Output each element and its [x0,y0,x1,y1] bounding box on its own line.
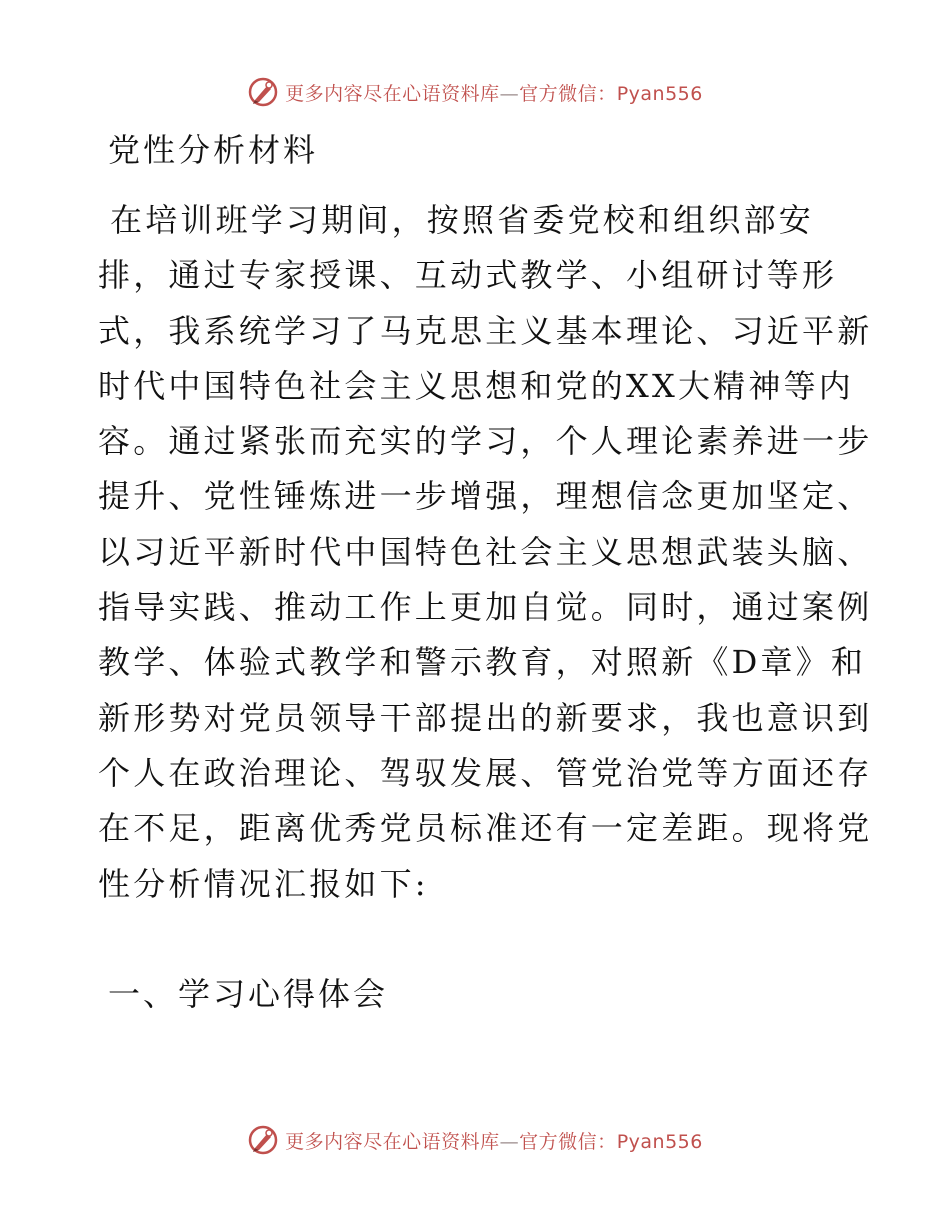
paragraph-line: 个人在政治理论、驾驭发展、管党治党等方面还存 [98,753,873,792]
paragraph-line: 性分析情况汇报如下: [98,864,429,903]
paragraph-line: 在培训班学习期间，按照省委党校和组织部安 [110,201,815,239]
header-banner-wechat: Pyan556 [616,82,703,105]
paragraph-line: 指导实践、推动工作上更加自觉。同时，通过案例 [98,588,873,627]
header-banner-text [285,79,703,106]
header-banner-slogan: 更多内容尽在心语资料库 [285,82,500,105]
pen-logo-icon [247,76,279,108]
header-banner-label: 官方微信： [519,82,617,105]
footer-banner-text [285,1127,703,1154]
footer-banner [0,1120,950,1160]
footer-banner-label: 官方微信： [519,1130,617,1153]
paragraph-line: 容。通过紧张而充实的学习，个人理论素养进一步 [98,422,873,461]
header-banner-separator: — [499,82,520,105]
footer-banner-separator: — [499,1130,520,1153]
header-banner [0,72,950,112]
document-paragraph [98,193,873,912]
document-title: 党性分析材料 [108,131,319,169]
footer-banner-slogan: 更多内容尽在心语资料库 [285,1130,500,1153]
paragraph-line: 以习近平新时代中国特色社会主义思想武装头脑、 [98,532,873,571]
paragraph-line: 新形势对党员领导干部提出的新要求，我也意识到 [98,698,873,737]
paragraph-line: 式，我系统学习了马克思主义基本理论、习近平新 [98,311,873,350]
paragraph-line: 排，通过专家授课、互动式教学、小组研讨等形 [98,256,838,295]
paragraph-line: 教学、体验式教学和警示教育，对照新《D章》和 [98,643,867,682]
section-heading: 一、学习心得体会 [108,975,389,1013]
paragraph-line: 提升、党性锤炼进一步增强，理想信念更加坚定、 [98,477,873,516]
paragraph-line: 在不足，距离优秀党员标准还有一定差距。现将党 [98,809,873,848]
paragraph-line: 时代中国特色社会主义思想和党的XX大精神等内 [98,366,854,405]
footer-banner-wechat: Pyan556 [616,1130,703,1153]
pen-logo-icon [247,1124,279,1156]
